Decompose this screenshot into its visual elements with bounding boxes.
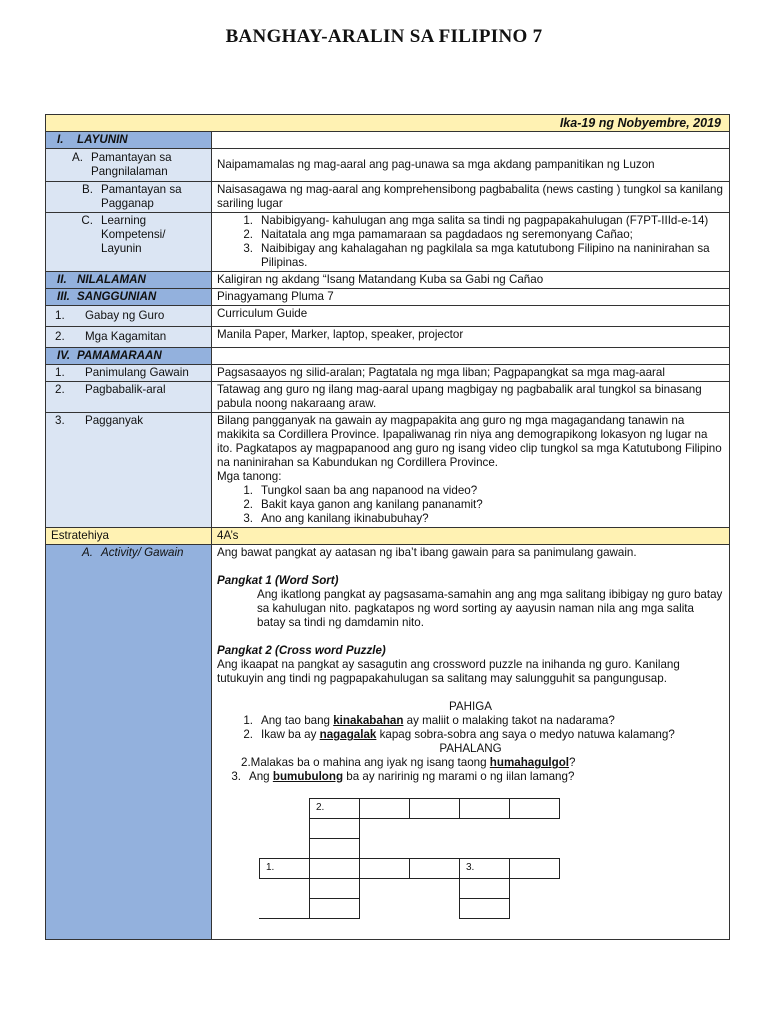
gabay-row xyxy=(46,306,730,327)
pangkat-2-title: Pangkat 2 (Cross word Puzzle) xyxy=(217,644,386,657)
list-item: 3. Ang bumubulong ba ay naririnig ng marami o ng iilan lamang? xyxy=(231,770,575,783)
crossword-cell xyxy=(459,898,510,919)
crossword-cell xyxy=(509,798,560,819)
learning-list xyxy=(217,214,724,270)
crossword-grid xyxy=(217,784,724,916)
value-gabay: Curriculum Guide xyxy=(212,306,730,327)
crossword-cell xyxy=(309,858,360,879)
label-estratehiya: Estratehiya xyxy=(46,528,212,545)
list-item: 2. Bakit kaya ganon ang kanilang pananamit? xyxy=(243,498,483,511)
pahalang-list xyxy=(217,770,724,784)
label-pagbabalik: Pagbabalik-aral xyxy=(85,383,166,396)
tanong-list xyxy=(217,484,724,526)
list-item: 2.Malakas ba o mahina ang iyak ng isang taong humahagulgol? xyxy=(241,756,576,769)
crossword-line xyxy=(259,898,310,919)
crossword-cell xyxy=(359,858,410,879)
section-label-layunin: LAYUNIN xyxy=(77,133,128,146)
list-item: 2. Naitatala ang mga pamamaraan sa pagdadaos ng seremonyang Cañao; xyxy=(243,228,633,241)
value-panimulang: Pagsasaayos ng silid-aralan; Pagtatala ng mga liban; Pagpapangkat sa mga mag-aaral xyxy=(212,365,730,382)
label-pamantayan-pagganap: Pamantayan sa Pagganap xyxy=(101,183,182,210)
crossword-cell xyxy=(309,818,360,839)
pangkat-2-text: Ang ikaapat na pangkat ay sasagutin ang crossword puzzle na inihanda ng guro. Kanilang tutukuyin ang tindi ng pagpapakahulugan sa salitang may salungguhit sa pangungusap. xyxy=(217,658,680,685)
list-item: 3. Naibibigay ang kahalagahan ng pagkilala sa mga katutubong Filipino na naninirahan sa Pilipinas. xyxy=(243,242,710,269)
crossword-cell xyxy=(309,878,360,899)
label-kagamitan: Mga Kagamitan xyxy=(85,330,167,343)
crossword-cell xyxy=(309,898,360,919)
section-label-nilalaman: NILALAMAN xyxy=(77,273,146,286)
list-item: 2. Ikaw ba ay nagagalak kapag sobra-sobra ang saya o medyo natuwa kalamang? xyxy=(243,728,675,741)
crossword-cell: 2. xyxy=(309,798,360,819)
sub-number: 1. xyxy=(55,309,65,322)
label-gabay: Gabay ng Guro xyxy=(85,309,165,322)
list-item: 1. Tungkol saan ba ang napanood na video? xyxy=(243,484,478,497)
sub-number: 2. xyxy=(55,383,65,396)
pangkat-1-title: Pangkat 1 (Word Sort) xyxy=(217,574,339,587)
label-panimulang: Panimulang Gawain xyxy=(85,366,189,379)
pagbabalik-row xyxy=(46,382,730,413)
section-number: IV. xyxy=(57,349,71,362)
sub-number: A. xyxy=(82,546,93,559)
crossword-cell xyxy=(409,798,460,819)
learning-row xyxy=(46,213,730,272)
activity-row xyxy=(46,545,730,940)
list-item: 3. Ano ang kanilang ikinabubuhay? xyxy=(243,512,429,525)
pahiga-heading: PAHIGA xyxy=(449,700,492,713)
pahiga-list xyxy=(217,714,724,742)
kagamitan-row xyxy=(46,327,730,348)
value-pagbabalik: Tatawag ang guro ng ilang mag-aaral upang magbigay ng pagbabalik aral tungkol sa binasang pabula noong nakaraang araw. xyxy=(212,382,730,413)
pamamaraan-row xyxy=(46,348,730,365)
crossword-cell: 3. xyxy=(459,858,510,879)
pagganyak-text: Bilang pangganyak na gawain ay magpapakita ang guro ng mga magagandang tanawin na makikita sa Cordillera Province. Ipapaliwanag rin niya ang demograpikong lokasyon ng lugar na ito. Pagkatapos ay magpapanood ang guro ng isang video clip tungkol sa mga Katutubong Filipino na naninirahan sa Kabundukan ng Cordillera Province. xyxy=(217,414,722,469)
pamantayan-nilalaman-row xyxy=(46,149,730,182)
tanong-label: Mga tanong: xyxy=(217,470,282,483)
estratehiya-row xyxy=(46,528,730,545)
list-item: 1. Nabibigyang- kahulugan ang mga salita sa tindi ng pagpapakahulugan (F7PT-IIId-e-14) xyxy=(243,214,709,227)
pahalang-heading: PAHALANG xyxy=(439,742,502,755)
label-pamantayan-nilalaman: Pamantayan sa Pangnilalaman xyxy=(91,151,172,178)
date-row xyxy=(46,115,730,132)
layunin-row xyxy=(46,132,730,149)
crossword-cell xyxy=(459,878,510,899)
label-activity: Activity/ Gawain xyxy=(101,546,184,559)
value-nilalaman: Kaligiran ng akdang “Isang Matandang Kuba sa Gabi ng Cañao xyxy=(212,272,730,289)
section-label-sanggunian: SANGGUNIAN xyxy=(77,290,157,303)
crossword-cell xyxy=(359,798,410,819)
date-cell: Ika-19 ng Nobyembre, 2019 xyxy=(46,115,730,132)
section-number: I. xyxy=(57,133,64,146)
crossword-cell: 1. xyxy=(259,858,310,879)
panimulang-row xyxy=(46,365,730,382)
sanggunian-row xyxy=(46,289,730,306)
section-label-pamamaraan: PAMAMARAAN xyxy=(77,349,162,362)
nilalaman-row xyxy=(46,272,730,289)
pangkat-1-text: Ang ikatlong pangkat ay pagsasama-samahin ang ang mga salitang ibibigay ng guro batay sa kahulugan nito. pagkatapos ng word sorting ay aayusin naman nila ang mga salita batay sa tindi ng damdamin nito. xyxy=(257,588,723,629)
value-sanggunian: Pinagyamang Pluma 7 xyxy=(212,289,730,306)
label-pagganyak: Pagganyak xyxy=(85,414,144,427)
sub-number: A. xyxy=(72,151,83,164)
crossword-cell xyxy=(309,838,360,859)
value-pamantayan-pagganap: Naisasagawa ng mag-aaral ang komprehensibong pagbabalita (news casting ) tungkol sa kanilang sariling lugar xyxy=(212,182,730,213)
crossword-cell xyxy=(509,858,560,879)
pamantayan-pagganap-row xyxy=(46,182,730,213)
crossword-cell xyxy=(409,858,460,879)
section-number: II. xyxy=(57,273,67,286)
crossword-cell xyxy=(459,798,510,819)
label-learning: Learning Kompetensi/ Layunin xyxy=(101,214,166,255)
value-estratehiya: 4A’s xyxy=(212,528,730,545)
sub-number: 1. xyxy=(55,366,65,379)
list-item: 1. Ang tao bang kinakabahan ay maliit o malaking takot na nadarama? xyxy=(243,714,615,727)
sub-number: B. xyxy=(82,183,93,196)
pagganyak-row xyxy=(46,413,730,528)
sub-number: 2. xyxy=(55,330,65,343)
value-pamantayan-nilalaman: Naipamamalas ng mag-aaral ang pag-unawa sa mga akdang pampanitikan ng Luzon xyxy=(212,149,730,182)
value-kagamitan: Manila Paper, Marker, laptop, speaker, projector xyxy=(212,327,730,348)
sub-number: C. xyxy=(81,214,93,227)
lesson-plan-table xyxy=(45,114,730,940)
page-title: BANGHAY-ARALIN SA FILIPINO 7 xyxy=(225,26,543,47)
sub-number: 3. xyxy=(55,414,65,427)
activity-intro: Ang bawat pangkat ay aatasan ng iba’t ibang gawain para sa panimulang gawain. xyxy=(217,546,637,559)
section-number: III. xyxy=(57,290,70,303)
